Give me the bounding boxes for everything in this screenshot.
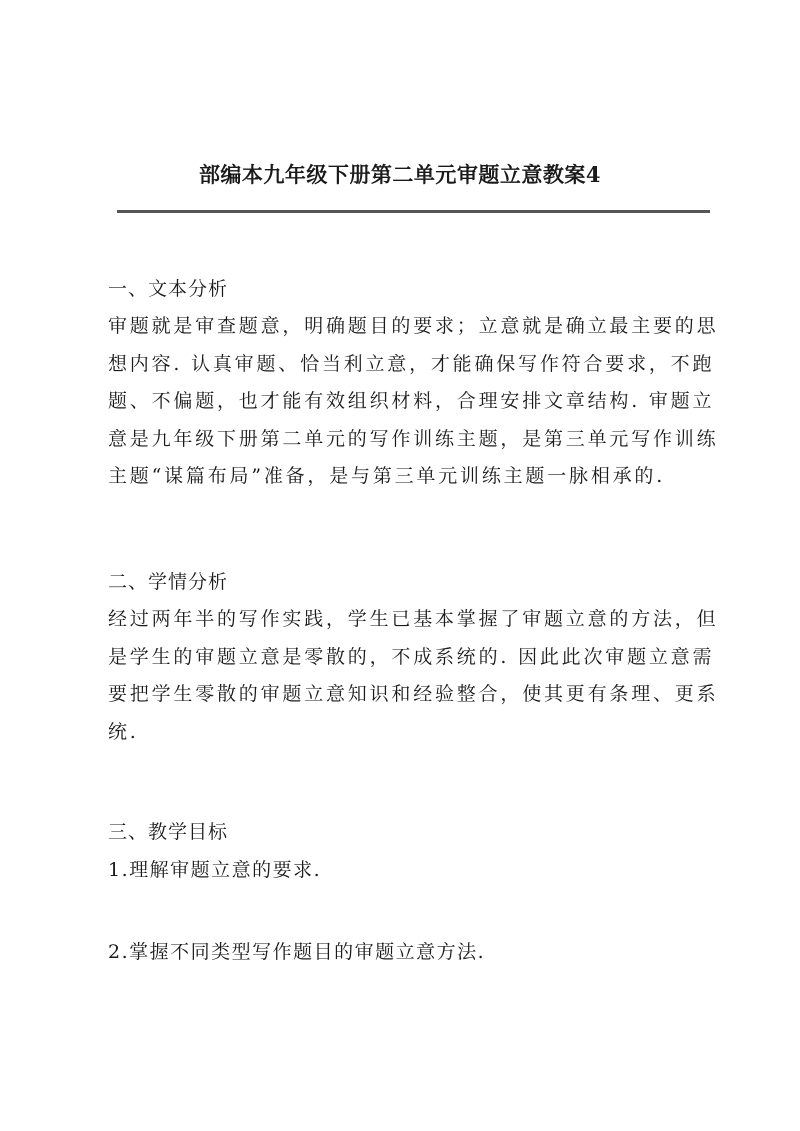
section-text-analysis <box>108 270 719 496</box>
goal-item: 2.掌握不同类型写作题目的审题立意方法. <box>108 941 486 963</box>
section-heading: 三、教学目标 <box>108 821 229 843</box>
paragraph-line: 主题“谋篇布局”准备，是与第三单元训练主题一脉相承的. <box>108 465 666 487</box>
goal-item: 1.理解审题立意的要求. <box>108 859 322 881</box>
section-paragraph <box>108 308 719 496</box>
section-learner-analysis <box>108 563 719 751</box>
section-paragraph <box>108 601 719 751</box>
title-divider <box>117 210 710 213</box>
paragraph-line: 要把学生零散的审题立意知识和经验整合，使其更有条理、更系 <box>108 683 719 705</box>
paragraph-line: 想内容. 认真审题、恰当利立意，才能确保写作符合要求，不跑 <box>108 352 715 375</box>
paragraph-line: 经过两年半的写作实践，学生已基本掌握了审题立意的方法，但 <box>108 608 719 630</box>
paragraph-line: 题、不偏题，也才能有效组织材料，合理安排文章结构. 审题立 <box>108 390 715 412</box>
section-heading: 二、学情分析 <box>108 571 229 593</box>
paragraph-line: 是学生的审题立意是零散的，不成系统的. 因此此次审题立意需 <box>108 645 715 668</box>
paragraph-line: 审题就是审查题意，明确题目的要求；立意就是确立最主要的思 <box>108 315 719 337</box>
section-teaching-goals <box>108 813 708 971</box>
section-heading: 一、文本分析 <box>108 278 229 300</box>
document-title: 部编本九年级下册第二单元审题立意教案4 <box>198 162 602 187</box>
paragraph-line: 意是九年级下册第二单元的写作训练主题，是第三单元写作训练 <box>108 427 719 450</box>
paragraph-line: 统. <box>108 720 139 743</box>
